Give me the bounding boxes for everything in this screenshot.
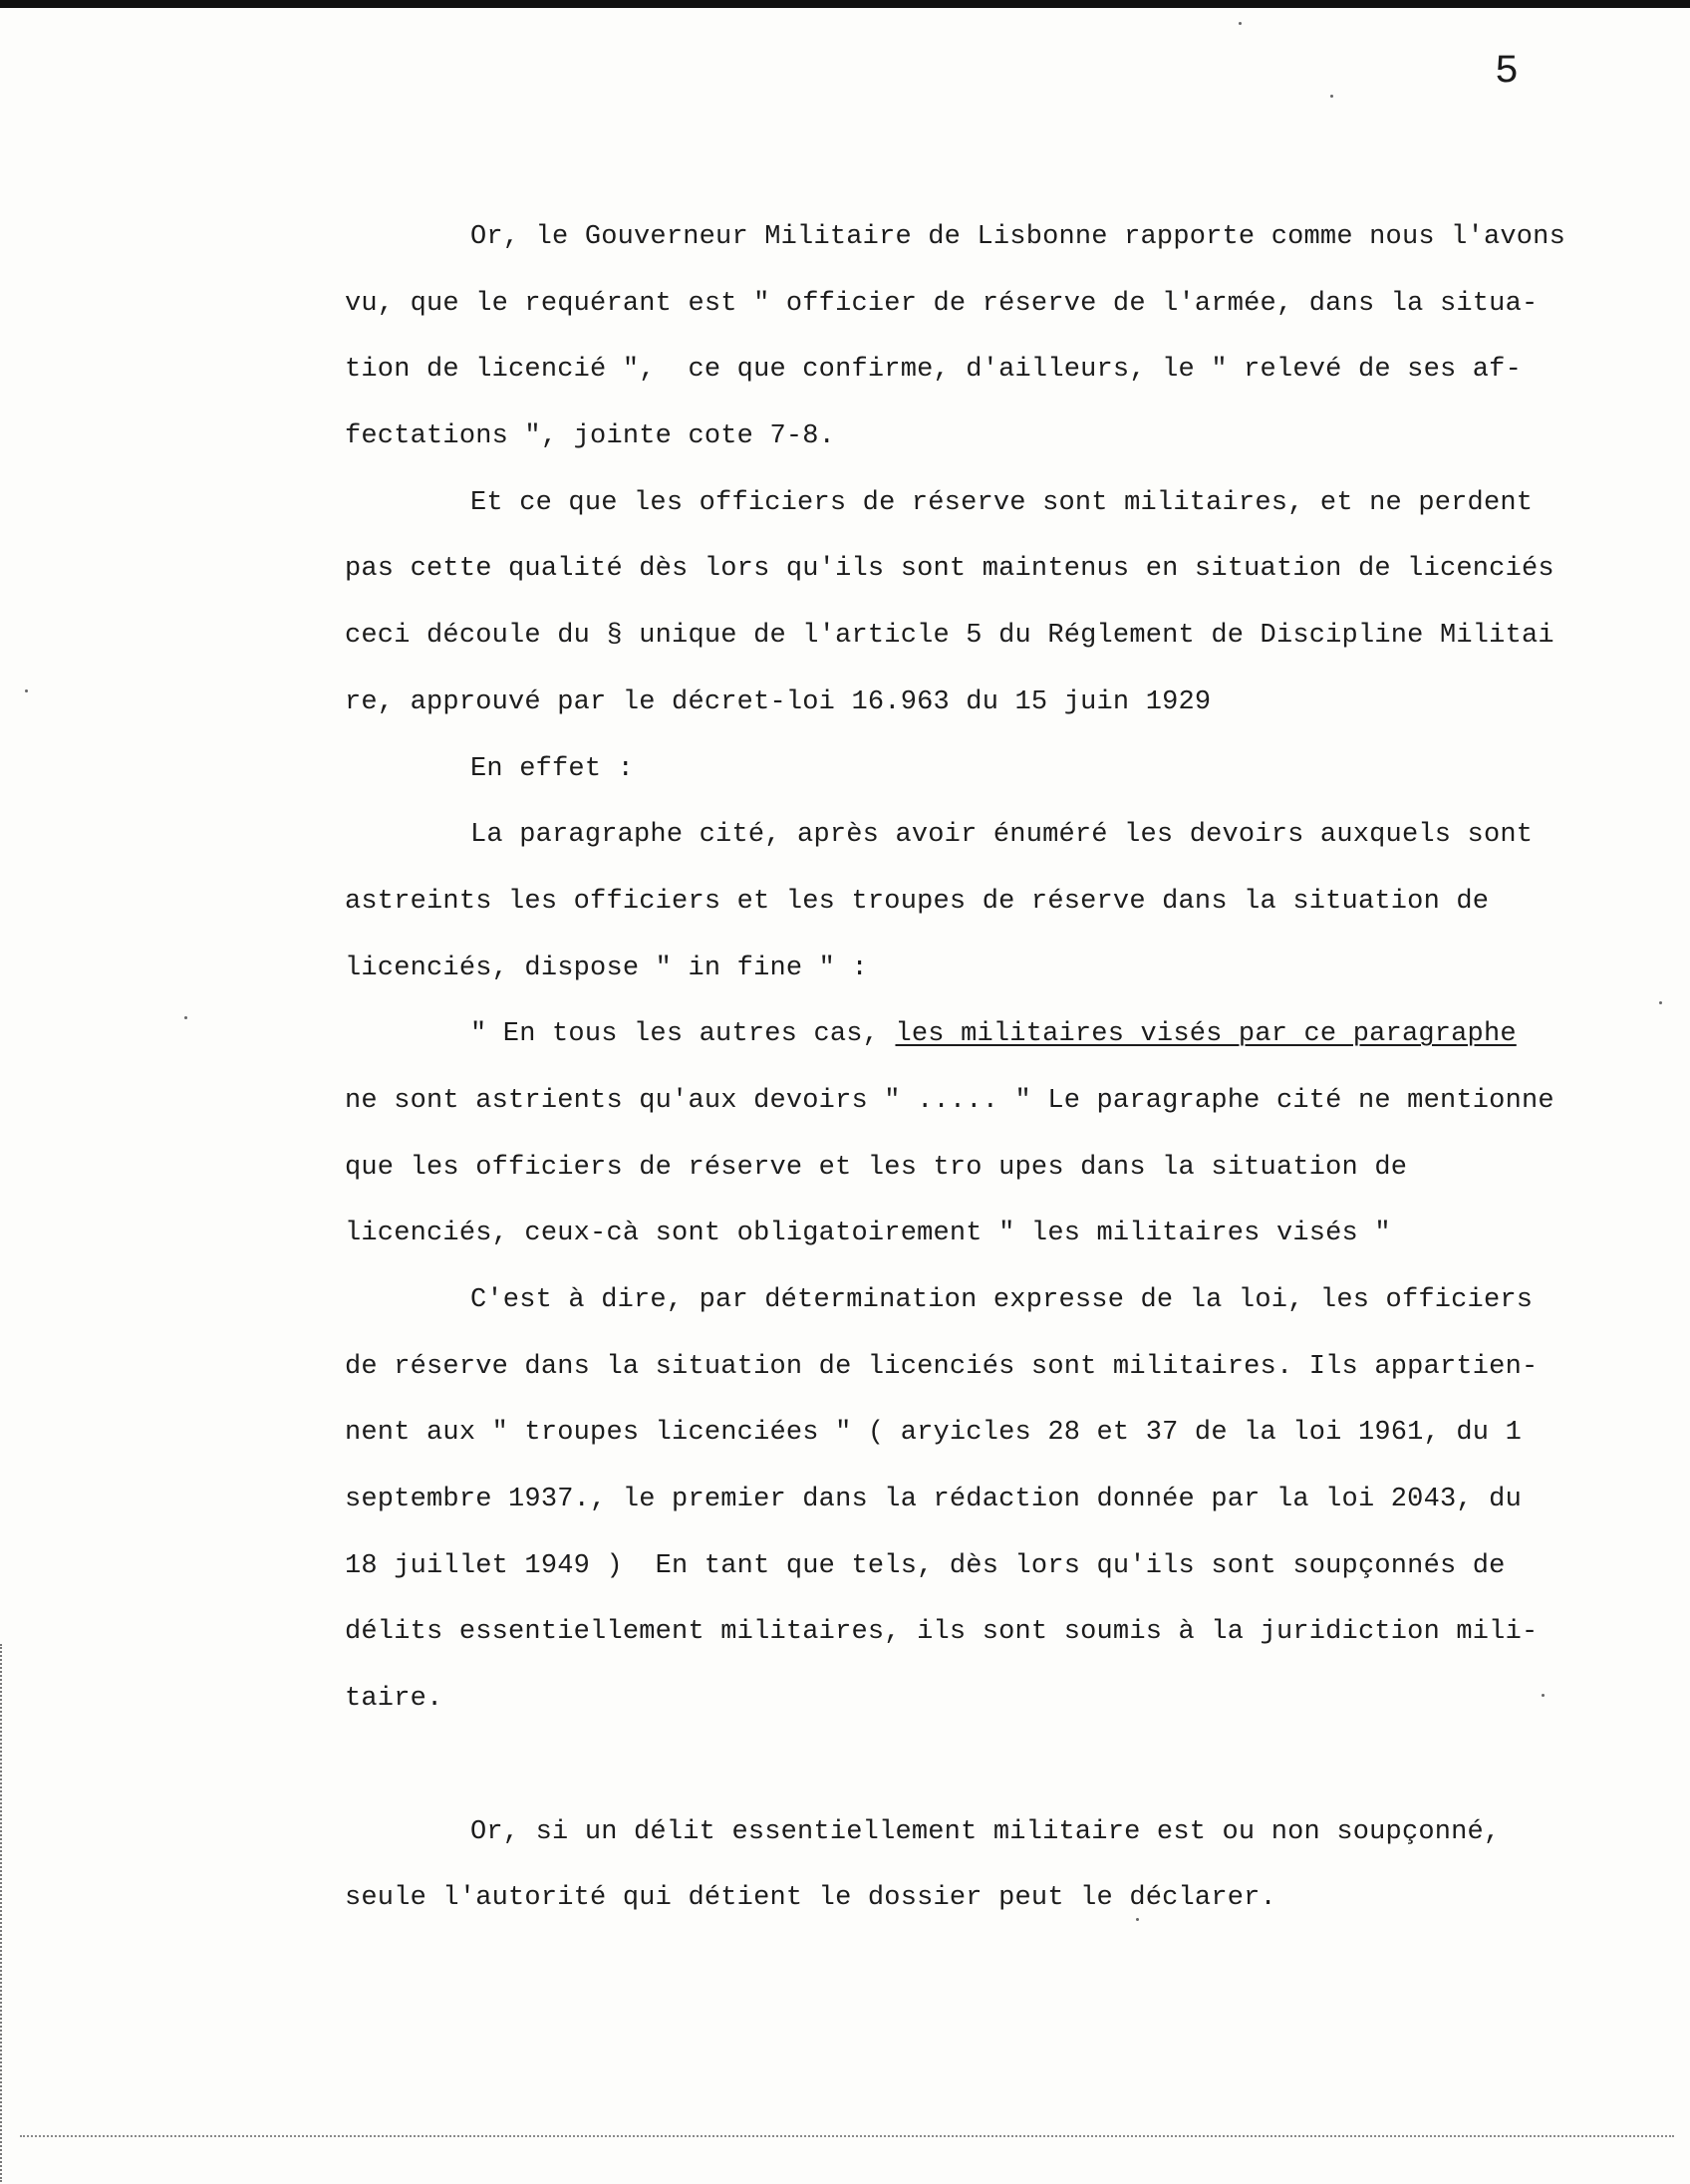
paragraph-1-line-3: tion de licencié ", ce que confirme, d'ailleurs, le " relevé de ses af- [345,355,1522,386]
left-edge-mark [0,1644,6,2182]
paragraph-6-line-7: taire. [345,1684,443,1715]
paragraph-5-line-3: que les officiers de réserve et les tro upes dans la situation de [345,1152,1408,1183]
scan-speck [1136,1918,1139,1921]
paragraph-4-line-1: La paragraphe cité, après avoir énuméré les devoirs auxquels sont [470,820,1534,851]
paragraph-4-line-2: astreints les officiers et les troupes de réserve dans la situation de [345,886,1490,917]
scan-speck [1239,22,1242,25]
bottom-edge-rule [20,2135,1674,2137]
paragraph-spacer [345,1733,1620,1799]
paragraph-6-line-4: septembre 1937., le premier dans la rédaction donnée par la loi 2043, du [345,1485,1522,1515]
paragraph-2-line-2: pas cette qualité dès lors qu'ils sont maintenus en situation de licenciés [345,554,1554,585]
paragraph-1-line-2: vu, que le requérant est " officier de réserve de l'armée, dans la situa- [345,288,1539,319]
page-number: 5 [1495,50,1520,95]
paragraph-6-line-2: de réserve dans la situation de licenciés sont militaires. Ils appartien- [345,1351,1539,1382]
paragraph-2-line-1: Et ce que les officiers de réserve sont militaires, et ne perdent [470,487,1534,518]
scan-speck [1330,95,1333,98]
underlined-phrase: les militaires visés par ce paragraphe [895,1019,1517,1050]
paragraph-2-line-4: re, approuvé par le décret-loi 16.963 du 15 juin 1929 [345,686,1212,717]
paragraph-5-line-2: ne sont astrients qu'aux devoirs " ..... " Le paragraphe cité ne mentionne [345,1085,1554,1116]
paragraph-1-line-1: Or, le Gouverneur Militaire de Lisbonne rapporte comme nous l'avons [470,222,1565,252]
paragraph-7-line-1: Or, si un délit essentiellement militaire est ou non soupçonné, [470,1816,1501,1847]
paragraph-3-line-1: En effet : [470,753,635,784]
body-text [345,204,1620,1932]
paragraph-5-line-4: licenciés, ceux-cà sont obligatoirement " les militaires visés " [345,1219,1391,1249]
quote-prefix: " En tous les autres cas, [470,1019,896,1050]
paragraph-7-line-2: seule l'autorité qui détient le dossier peut le déclarer. [345,1883,1276,1914]
paragraph-6-line-5: 18 juillet 1949 ) En tant que tels, dès lors qu'ils sont soupçonnés de [345,1550,1506,1581]
scan-speck [1659,1001,1662,1004]
scan-speck [25,689,28,692]
scan-speck [184,1016,187,1019]
paragraph-5-line-1 [345,1001,1620,1068]
paragraph-6-line-3: nent aux " troupes licenciées " ( aryicles 28 et 37 de la loi 1961, du 1 [345,1418,1522,1449]
paragraph-1-line-4: fectations ", jointe cote 7-8. [345,421,836,452]
scan-speck [1542,1694,1545,1697]
paragraph-6-line-6: délits essentiellement militaires, ils sont soumis à la juridiction mili- [345,1617,1539,1648]
paragraph-4-line-3: licenciés, dispose " in fine " : [345,953,868,983]
paragraph-6-line-1: C'est à dire, par détermination expresse de la loi, les officiers [470,1285,1534,1315]
paragraph-2-line-3: ceci découle du § unique de l'article 5 du Réglement de Discipline Militai [345,621,1554,652]
top-edge-rule [0,0,1690,8]
